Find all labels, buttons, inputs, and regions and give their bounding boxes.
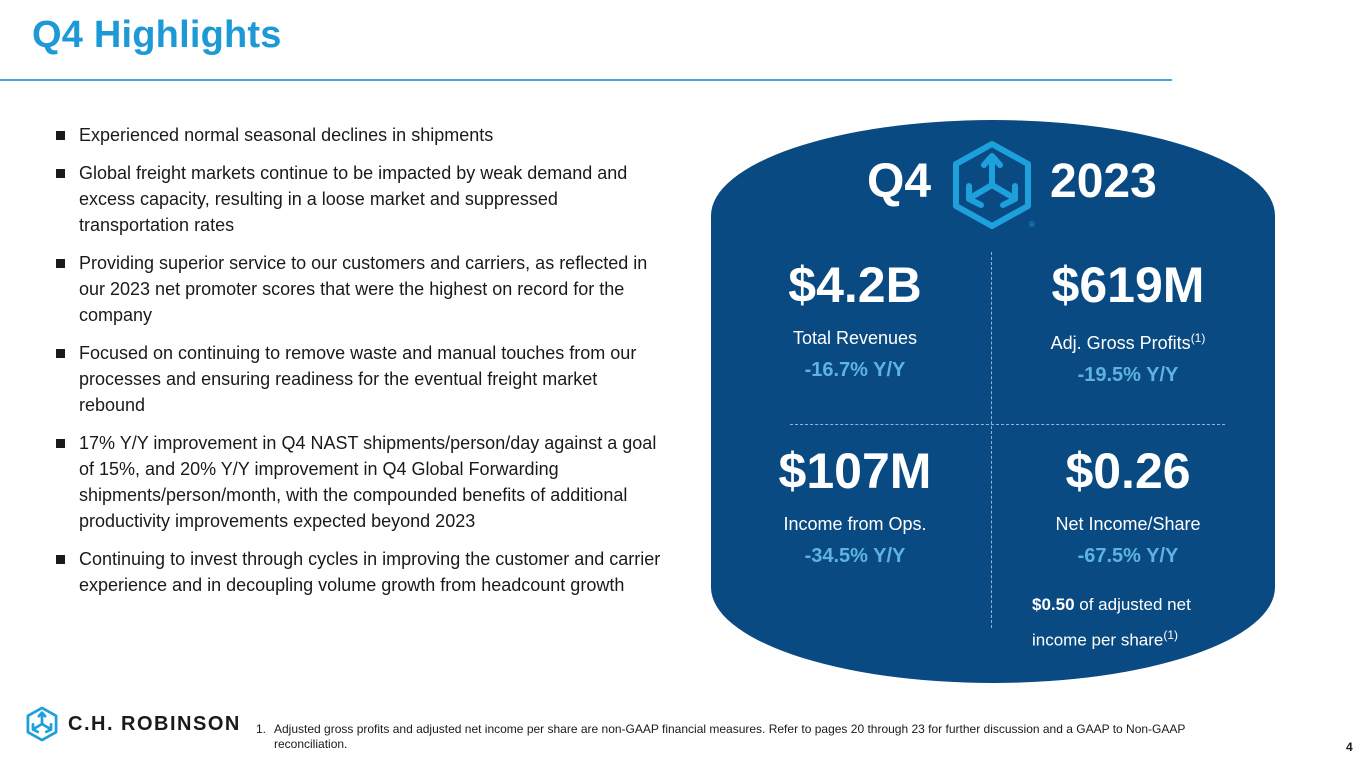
panel-year: 2023 — [1050, 155, 1157, 208]
square-bullet-icon — [56, 131, 65, 140]
metric-change: -67.5% Y/Y — [1077, 545, 1179, 567]
adjusted-eps-note: $0.50 of adjusted net income per share$^{(1)}$ — [1032, 595, 1191, 650]
metric-value: $107M — [778, 443, 932, 499]
bullet-item: Global freight markets continue to be impacted by weak demand and excess capacity, resulting in a loose market and suppressed transportation rates — [56, 160, 666, 238]
metrics-divider-vertical — [991, 252, 992, 628]
slide-title: Q4 Highlights — [32, 14, 282, 56]
square-bullet-icon — [56, 169, 65, 178]
metric-net-income-share — [998, 442, 1258, 569]
bullet-item: Experienced normal seasonal declines in shipments — [56, 122, 666, 148]
bullet-item: 17% Y/Y improvement in Q4 NAST shipments/person/day against a goal of 15%, and 20% Y/Y improvement in Q4 Global Forwarding shipments/person/month, with the compounded benefits of additional productivity improvements expected beyond 2023 — [56, 430, 666, 534]
adjusted-eps-value: $0.50 — [1032, 595, 1075, 614]
metric-value: $4.2B — [788, 257, 922, 313]
brand-wordmark: C.H. ROBINSON — [68, 713, 241, 735]
footnote — [256, 722, 1256, 752]
metric-income-from-ops — [725, 442, 985, 569]
ch-robinson-cube-icon — [946, 139, 1038, 231]
metric-adj-gross-profits — [998, 256, 1258, 388]
footnote-ref: (1) — [1190, 331, 1206, 345]
panel-quarter: Q4 — [867, 155, 932, 208]
metrics-divider-horizontal — [790, 424, 1225, 425]
footnote-number: 1. — [256, 722, 267, 736]
metric-change: -19.5% Y/Y — [1077, 364, 1179, 386]
title-divider — [0, 79, 1172, 81]
page-number: 4 — [1346, 740, 1353, 754]
metric-total-revenues — [725, 256, 985, 383]
metric-value: $619M — [1051, 257, 1205, 313]
footnote-text: Adjusted gross profits and adjusted net income per share are non-GAAP financial measures. Refer to pages 20 through 23 for further discussion and a GAAP to Non-GAAP reconciliation. — [274, 722, 1186, 751]
bullet-item: Providing superior service to our customers and carriers, as reflected in our 2023 net promoter scores that were the highest on record for the company — [56, 250, 666, 328]
footnote-ref: (1) — [1163, 628, 1179, 642]
metric-change: -16.7% Y/Y — [804, 359, 906, 381]
metric-label: Net Income/Share — [1055, 514, 1201, 534]
metric-value: $0.26 — [1065, 443, 1191, 499]
metric-label: Total Revenues — [792, 328, 918, 348]
metric-label: Adj. Gross Profits$^{(1)}$ — [1050, 331, 1206, 353]
ch-robinson-cube-icon — [24, 704, 60, 744]
bullet-item: Focused on continuing to remove waste and manual touches from our processes and ensuring readiness for the eventual freight market rebound — [56, 340, 666, 418]
bullet-item: Continuing to invest through cycles in improving the customer and carrier experience and in decoupling volume growth from headcount growth — [56, 546, 666, 598]
metric-change: -34.5% Y/Y — [804, 545, 906, 567]
highlights-list — [56, 122, 666, 610]
registered-mark: ® — [1029, 220, 1035, 229]
square-bullet-icon — [56, 439, 65, 448]
square-bullet-icon — [56, 555, 65, 564]
metric-label: Income from Ops. — [783, 514, 927, 534]
square-bullet-icon — [56, 349, 65, 358]
square-bullet-icon — [56, 259, 65, 268]
